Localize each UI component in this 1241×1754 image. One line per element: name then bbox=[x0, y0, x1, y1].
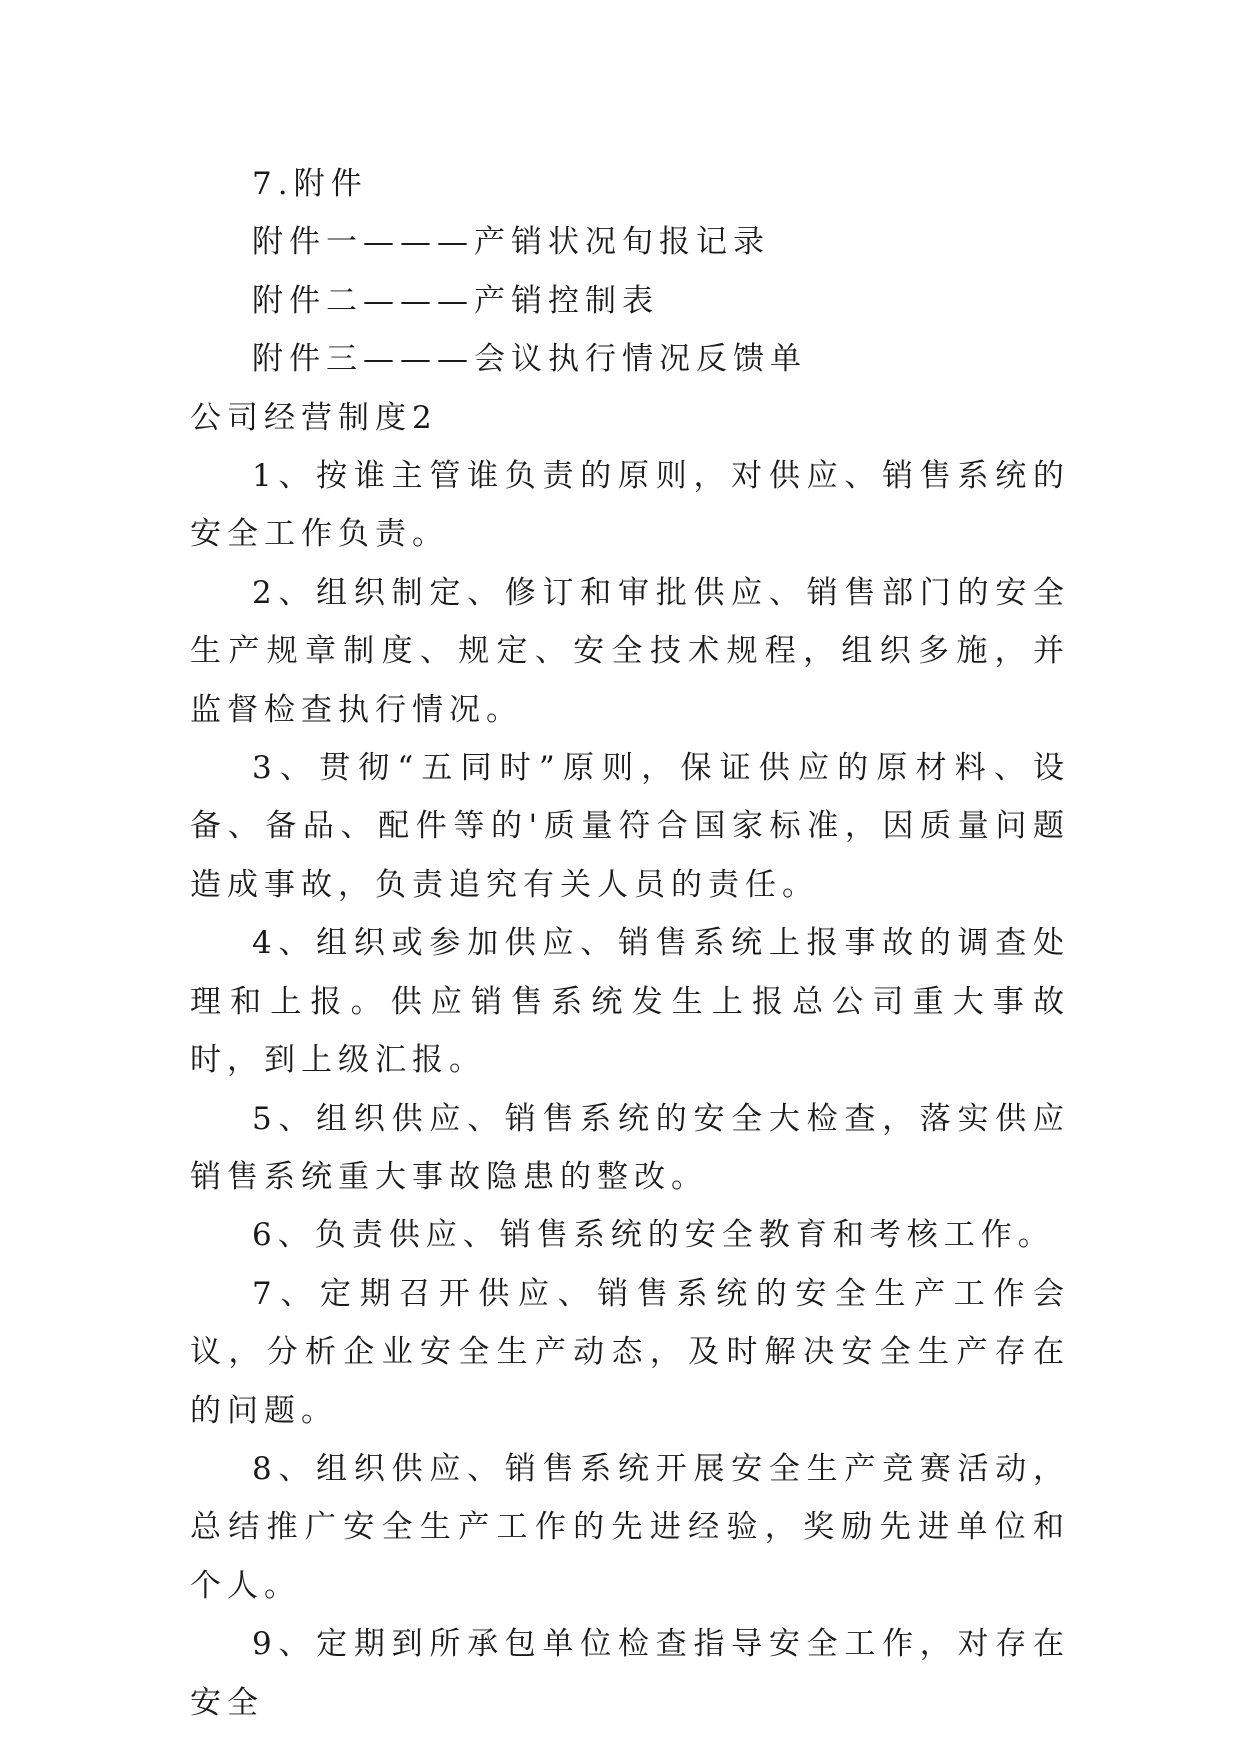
attachment-item: 附件二———产销控制表 bbox=[252, 282, 659, 319]
document-body bbox=[190, 155, 1070, 1732]
paragraph: 2、组织制定、修订和审批供应、销售部门的安全生产规章制度、规定、安全技术规程，组织多施，并监督检查执行情况。 bbox=[190, 574, 1070, 728]
paragraph: 5、组织供应、销售系统的安全大检查，落实供应销售系统重大事故隐患的整改。 bbox=[190, 1100, 1070, 1195]
paragraph: 6、负责供应、销售系统的安全教育和考核工作。 bbox=[252, 1217, 1055, 1254]
attachment-item: 附件一———产销状况旬报记录 bbox=[252, 224, 770, 261]
paragraph: 3、贯彻“五同时”原则，保证供应的原材料、设备、备品、配件等的'质量符合国家标准，因质量问题造成事故，负责追究有关人员的责任。 bbox=[190, 750, 1070, 903]
attachment-item: 附件三———会议执行情况反馈单 bbox=[252, 341, 807, 378]
paragraph: 7、定期召开供应、销售系统的安全生产工作会议，分析企业安全生产动态，及时解决安全生产存在的问题。 bbox=[190, 1275, 1070, 1429]
paragraph: 1、按谁主管谁负责的原则，对供应、销售系统的安全工作负责。 bbox=[190, 458, 1070, 553]
paragraph: 4、组织或参加供应、销售系统上报事故的调查处理和上报。供应销售系统发生上报总公司重大事故时，到上级汇报。 bbox=[190, 925, 1070, 1079]
paragraph: 8、组织供应、销售系统开展安全生产竞赛活动，总结推广安全生产工作的先进经验，奖励先进单位和个人。 bbox=[190, 1450, 1070, 1604]
attachments-heading: 7.附件 bbox=[252, 166, 368, 202]
paragraph: 9、定期到所承包单位检查指导安全工作，对存在安全 bbox=[190, 1626, 1070, 1721]
section-title: 公司经营制度2 bbox=[190, 399, 438, 436]
